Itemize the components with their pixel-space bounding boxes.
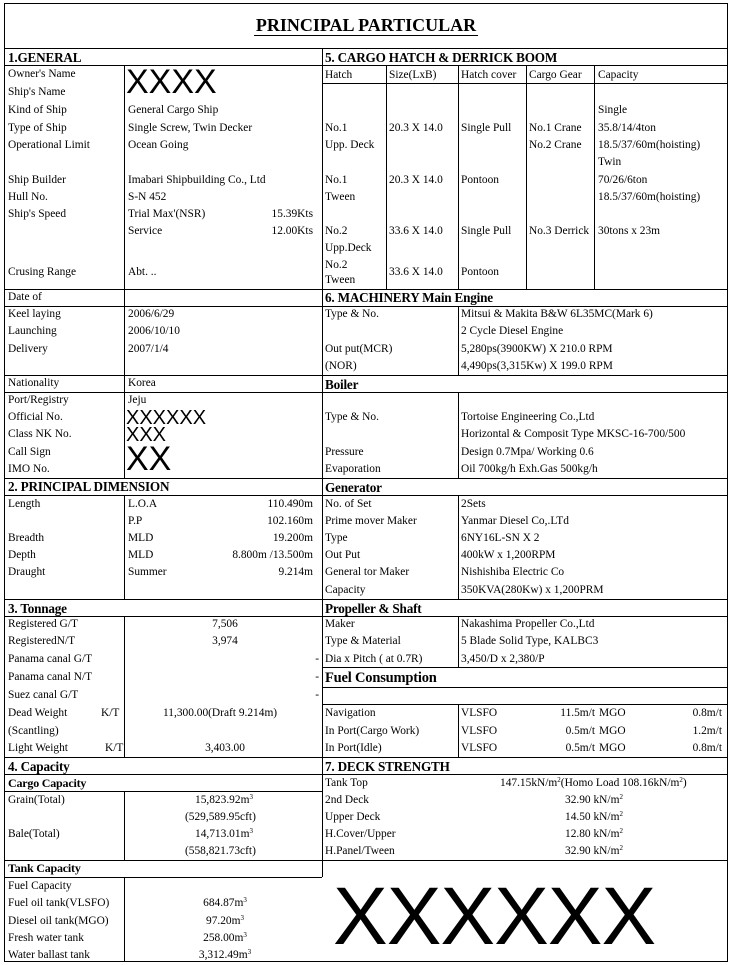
hatch-size: 20.3 X 14.0 (389, 122, 443, 134)
nationality-value: Korea (128, 377, 156, 389)
keel-value: 2006/6/29 (128, 308, 175, 320)
rule (594, 65, 595, 289)
boiler-maker: Tortoise Engineering Co.,Ltd (461, 411, 595, 423)
dim-value: 19.200m (272, 532, 313, 544)
gen-value: 350KVA(280Kw) x 1,200PRM (461, 584, 604, 596)
tanktop-value: $147.15kN/m^2(Homo$ Load $108.16kN/m^2$) (500, 776, 687, 789)
speed-trial-value: 15.39Kts (271, 208, 313, 220)
callsign-label: Call Sign (8, 446, 51, 458)
hatch-size: 20.3 X 14.0 (389, 174, 443, 186)
speed-service-label: Service (128, 225, 163, 237)
particulars-sheet (4, 3, 728, 962)
fuel-type: MGO (599, 725, 626, 737)
gen-label: No. of Set (325, 498, 372, 510)
prop-label: Type & Material (325, 635, 401, 647)
dim-label: Draught (8, 566, 46, 578)
bale-m3: $14,713.01m^3$ (195, 827, 253, 840)
generator-heading: Generator (325, 480, 382, 495)
dim-sub: Summer (128, 566, 167, 578)
engine-cycle: 2 Cycle Diesel Engine (461, 325, 564, 337)
prop-value: 3,450/D x 2,380/P (461, 653, 545, 665)
rule (322, 48, 323, 877)
gen-value: 6NY16L-SN X 2 (461, 532, 540, 544)
gen-label: Out Put (325, 549, 361, 561)
dim-label: Breadth (8, 532, 45, 544)
dim-sub: MLD (128, 549, 154, 561)
port-value: Jeju (128, 394, 147, 406)
tank-label: Fresh water tank (8, 932, 84, 944)
rule (5, 877, 322, 878)
rule (458, 306, 459, 375)
rule (458, 392, 459, 478)
tank-label: Water ballast tank (8, 949, 90, 961)
tonnage-value: - (315, 671, 319, 683)
single-label: Single (598, 104, 628, 116)
hatch-cover: Pontoon (461, 174, 499, 186)
section-tonnage-heading: 3. Tonnage (8, 601, 67, 616)
rule (5, 392, 727, 393)
rule (124, 877, 125, 961)
fuel-value: 0.8m/t (692, 742, 722, 754)
rule (5, 375, 727, 376)
oplimit-value: Ocean Going (128, 139, 189, 151)
fuel-type: MGO (599, 707, 626, 719)
type-value: Single Screw, Twin Decker (128, 122, 253, 134)
rule (458, 495, 459, 599)
bale-cft: (558,821.73cft) (185, 845, 256, 857)
fuel-type: VLSFO (461, 742, 498, 754)
bale-label: Bale(Total) (8, 828, 60, 840)
tonnage-label: Registered G/T (8, 618, 78, 630)
gen-label: Capacity (325, 584, 366, 596)
tank-value: $97.20m^3$ (206, 914, 244, 927)
tank-label: Fuel oil tank(VLSFO) (8, 897, 110, 909)
launch-value: 2006/10/10 (128, 325, 180, 337)
tank-value: $258.00m^3$ (203, 931, 247, 944)
ship-name-redacted: XXXX (126, 63, 217, 101)
rule (5, 495, 727, 496)
dim-sub: P.P (128, 515, 143, 527)
gear-derrick: No.3 Derrick (529, 225, 590, 237)
hatch-no: No.2 (325, 225, 348, 237)
ships-name-label: Ship's Name (8, 86, 66, 98)
twin-label: Twin (598, 156, 622, 168)
tonnage-value: 7,506 (212, 618, 238, 630)
rule (5, 65, 727, 66)
fuel-type: VLSFO (461, 725, 498, 737)
tonnage-value: 3,974 (212, 635, 238, 647)
hatch-size: 33.6 X 14.0 (389, 225, 443, 237)
evap-value: Oil 700kg/h Exh.Gas 500kg/h (461, 463, 598, 475)
hatch-deck: Upp. Deck (325, 139, 375, 151)
gen-label: Prime mover Maker (325, 515, 417, 527)
tonnage-label: Panama canal N/T (8, 671, 93, 683)
keel-label: Keel laying (8, 308, 61, 320)
prop-label: Dia x Pitch ( at 0.7R) (325, 653, 423, 665)
boiler-heading: Boiler (325, 377, 359, 392)
hull-value: S-N 452 (128, 191, 167, 203)
grain-m3: $15,823.92m^3$ (195, 793, 253, 806)
deck-label: H.Cover/Upper (325, 828, 396, 840)
scantling-label: (Scantling) (8, 725, 59, 737)
deck-value: 12.80 $kN/m^2$ (565, 827, 623, 840)
classnk-redacted: XXX (126, 424, 167, 446)
oplimit-label: Operational Limit (8, 139, 90, 151)
pressure-value: Design 0.7Mpa/ Working 0.6 (461, 446, 594, 458)
kind-label: Kind of Ship (8, 104, 67, 116)
official-label: Official No. (8, 411, 63, 423)
cargo-capacity-heading: Cargo Capacity (8, 776, 87, 790)
engine-type-value: Mitsui & Makita B&W 6L35MC(Mark 6) (461, 308, 653, 320)
deck-value: 32.90 $kN/m^2$ (565, 844, 623, 857)
dim-value: 110.490m (267, 498, 313, 510)
fuel-label: In Port(Idle) (325, 742, 382, 754)
pressure-label: Pressure (325, 446, 364, 458)
date-of-label: Date of (8, 291, 42, 303)
speed-trial-label: Trial Max'(NSR) (128, 208, 206, 220)
dwt-value: 11,300.00(Draft 9.214m) (163, 707, 278, 719)
rule (124, 65, 125, 289)
tonnage-label: RegisteredN/T (8, 635, 76, 647)
owners-name-label: Owner's Name (8, 68, 76, 80)
fuel-value: 1.2m/t (692, 725, 722, 737)
gen-value: 400kW x 1,200RPM (461, 549, 556, 561)
engine-type-label: Type & No. (325, 308, 379, 320)
deck-value: 32.90 $kN/m^2$ (565, 793, 623, 806)
builder-label: Ship Builder (8, 174, 66, 186)
col-capacity: Capacity (598, 69, 639, 81)
output-value: 5,280ps(3900KW) X 210.0 RPM (461, 343, 613, 355)
grain-label: Grain(Total) (8, 794, 65, 806)
gear-crane-1: No.1 Crane (529, 122, 582, 134)
fuel-type: VLSFO (461, 707, 498, 719)
rule (386, 65, 387, 289)
section-dimension-heading: 2. PRINCIPAL DIMENSION (8, 479, 170, 494)
lw-value: 3,403.00 (205, 742, 245, 754)
rule (124, 616, 125, 757)
builder-value: Imabari Shipbuilding Co., Ltd (128, 174, 266, 186)
rule (124, 289, 125, 478)
rule (458, 65, 459, 289)
speed-service-value: 12.00Kts (271, 225, 313, 237)
fuel-label: Navigation (325, 707, 376, 719)
rule (5, 774, 727, 775)
deck-value: 14.50 $kN/m^2$ (565, 810, 623, 823)
deck-label: H.Panel/Tween (325, 845, 395, 857)
tank-value: $684.87m^3$ (203, 896, 247, 909)
delivery-label: Delivery (8, 343, 48, 355)
port-label: Port/Registry (8, 394, 69, 406)
gear-crane-2: No.2 Crane (529, 139, 582, 151)
evap-label: Evaporation (325, 463, 381, 475)
fuel-label: In Port(Cargo Work) (325, 725, 420, 737)
tonnage-value: - (315, 653, 319, 665)
gen-value: 2Sets (461, 498, 486, 510)
rule (5, 599, 727, 600)
hatch-deck: Tween (325, 191, 356, 203)
rule (322, 704, 727, 705)
propeller-heading: Propeller & Shaft (325, 601, 422, 616)
tank-capacity-heading: Tank Capacity (8, 861, 81, 875)
nor-value: 4,490ps(3,315Kw) X 199.0 RPM (461, 360, 613, 372)
delivery-value: 2007/1/4 (128, 343, 169, 355)
range-value: Abt. .. (128, 266, 157, 278)
callsign-redacted: XX (126, 440, 172, 478)
rule (5, 48, 727, 49)
capacity-value: 35.8/14/4ton (598, 122, 656, 134)
dwt-label: Dead Weight (8, 707, 68, 719)
rule (322, 667, 727, 668)
official-redacted: XXXXXX (126, 407, 207, 429)
tonnage-label: Suez canal G/T (8, 689, 79, 701)
dim-value: 9.214m (278, 566, 313, 578)
dim-sub: MLD (128, 532, 154, 544)
kind-value: General Cargo Ship (128, 104, 219, 116)
tanktop-label: Tank Top (325, 777, 368, 789)
section-general-heading: 1.GENERAL (8, 50, 82, 65)
fuel-value: 0.8m/t (692, 707, 722, 719)
col-gear: Cargo Gear (529, 69, 582, 81)
section-capacity-heading: 4. Capacity (8, 759, 70, 774)
gen-label: General tor Maker (325, 566, 410, 578)
hatch-cover: Single Pull (461, 225, 512, 237)
col-hatch: Hatch (325, 69, 353, 81)
lw-label: Light Weight (8, 742, 68, 754)
rule (5, 757, 727, 758)
dim-value: 8.800m /13.500m (232, 549, 313, 561)
fuel-value: 0.5m/t (565, 742, 595, 754)
rule (322, 860, 727, 861)
page-title: PRINCIPAL PARTICULAR (255, 15, 477, 35)
col-size: Size(LxB) (389, 69, 437, 81)
fuel-consumption-heading: Fuel Consumption (325, 670, 437, 686)
launch-label: Launching (8, 325, 57, 337)
deck-label: 2nd Deck (325, 794, 369, 806)
col-cover: Hatch cover (461, 69, 517, 81)
dim-sub: L.O.A (128, 498, 158, 510)
nor-label: (NOR) (325, 360, 357, 372)
gen-value: Nishishiba Electric Co (461, 566, 565, 578)
output-label: Out put(MCR) (325, 343, 393, 355)
lw-unit: K/T (105, 742, 124, 754)
fuel-value: 11.5m/t (560, 707, 595, 719)
hatch-no: No.2 (325, 259, 348, 271)
hatch-deck: Upp.Deck (325, 242, 372, 254)
rule (458, 704, 459, 757)
gen-label: Type (325, 532, 348, 544)
speed-label: Ship's Speed (8, 208, 67, 220)
fuel-type: MGO (599, 742, 626, 754)
prop-label: Maker (325, 618, 355, 630)
type-label: Type of Ship (8, 122, 67, 134)
boiler-type-label: Type & No. (325, 411, 379, 423)
capacity-value: 18.5/37/60m(hoisting) (598, 139, 701, 151)
fuel-capacity-label: Fuel Capacity (8, 880, 72, 892)
redaction-mark: XXXXXX (333, 871, 656, 962)
tonnage-label: Panama canal G/T (8, 653, 93, 665)
classnk-label: Class NK No. (8, 428, 72, 440)
rule (124, 495, 125, 599)
grain-cft: (529,589.95cft) (185, 811, 256, 823)
dim-label: Depth (8, 549, 36, 561)
hatch-cover: Single Pull (461, 122, 512, 134)
deck-label: Upper Deck (325, 811, 381, 823)
dwt-unit: K/T (101, 707, 120, 719)
hatch-size: 33.6 X 14.0 (389, 266, 443, 278)
imo-label: IMO No. (8, 463, 50, 475)
fuel-value: 0.5m/t (565, 725, 595, 737)
dim-value: 102.160m (267, 515, 313, 527)
hatch-cover: Pontoon (461, 266, 499, 278)
tonnage-value: - (315, 689, 319, 701)
tank-label: Diesel oil tank(MGO) (8, 915, 109, 927)
rule (322, 83, 727, 84)
rule (5, 791, 322, 792)
hatch-deck: Tween (325, 274, 356, 286)
prop-value: 5 Blade Solid Type, KALBC3 (461, 635, 599, 647)
hatch-no: No.1 (325, 174, 348, 186)
dim-label: Length (8, 498, 41, 510)
capacity-value: 30tons x 23m (598, 225, 661, 237)
boiler-type: Horizontal & Composit Type MKSC-16-700/500 (461, 428, 686, 440)
hatch-no: No.1 (325, 122, 348, 134)
rule (124, 791, 125, 860)
rule (5, 616, 727, 617)
section-machinery-heading: 6. MACHINERY Main Engine (325, 290, 493, 305)
section-hatch-heading: 5. CARGO HATCH & DERRICK BOOM (325, 50, 558, 65)
rule (322, 687, 727, 688)
capacity-value: 70/26/6ton (598, 174, 648, 186)
tank-value: $3,312.49m^3$ (198, 948, 252, 961)
section-deck-heading: 7. DECK STRENGTH (325, 759, 450, 774)
gen-value: Yanmar Diesel Co,.LTd (461, 515, 569, 527)
prop-value: Nakashima Propeller Co.,Ltd (461, 618, 595, 630)
hull-label: Hull No. (8, 191, 48, 203)
capacity-value: 18.5/37/60m(hoisting) (598, 191, 701, 203)
rule (526, 65, 527, 289)
range-label: Crusing Range (8, 266, 77, 278)
rule (458, 616, 459, 667)
nationality-label: Nationality (8, 377, 60, 389)
